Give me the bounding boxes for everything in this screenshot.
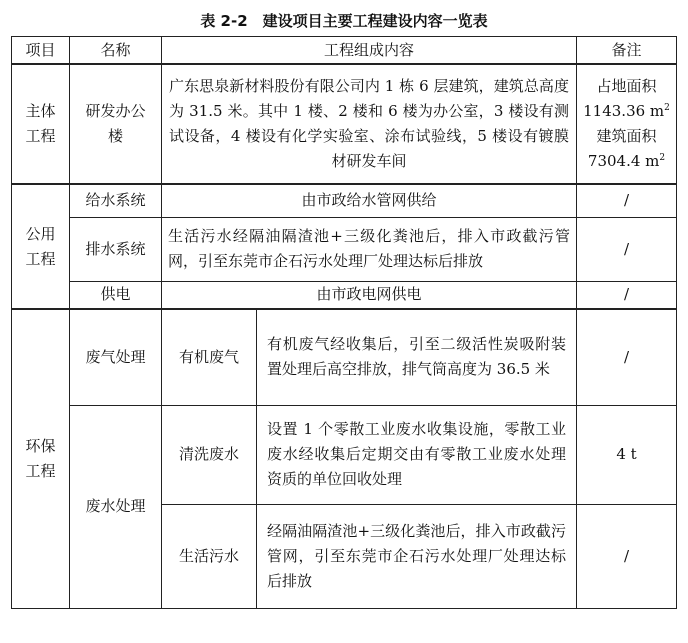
content-cell: 由市政电网供电 [162,281,577,309]
note-cell [577,64,677,184]
sub-name-cell: 有机废气 [162,309,257,405]
category-public: 公用工程 [12,184,70,309]
note-cell: / [577,281,677,309]
header-name: 名称 [70,37,162,65]
header-content: 工程组成内容 [162,37,577,65]
project-table [11,36,677,609]
note-cell: / [577,309,677,405]
header-row [12,37,677,65]
content-cell: 设置 1 个零散工业废水收集设施，零散工业废水经收集后定期交由有零散工业废水处理资质的单位回收处理 [257,405,577,504]
name-cell: 供电 [70,281,162,309]
content-cell: 生活污水经隔油隔渣池+三级化粪池后，排入市政截污管网，引至东莞市企石污水处理厂处理达标后排放 [162,217,577,281]
category-env: 环保工程 [12,309,70,608]
table-row [12,405,677,504]
note-build-value: 7304.4 $m^2$ [587,152,666,170]
header-category: 项目 [12,37,70,65]
table-caption: 表 2-2 建设项目主要工程建设内容一览表 [200,12,488,30]
content-cell: 由市政给水管网供给 [162,184,577,217]
name-cell: 研发办公楼 [70,64,162,184]
table-row [12,309,677,405]
table-row [12,184,677,217]
note-cell: 4 t [577,405,677,504]
table-row [12,217,677,281]
category-main: 主体工程 [12,64,70,184]
note-cell: / [577,504,677,608]
note-cell: / [577,184,677,217]
table-row [12,64,677,184]
sub-name-cell: 清洗废水 [162,405,257,504]
content-cell: 广东思泉新材料股份有限公司内 1 栋 6 层建筑，建筑总高度为 31.5 米。其中 1 楼、2 楼和 6 楼为办公室，3 楼设有测试设备，4 楼设有化学实验室、涂布试验线，5 楼设有镀膜材研发车间 [162,64,577,184]
table-row [12,281,677,309]
header-note: 备注 [577,37,677,65]
note-area-value: 1143.36 $m^2$ [583,102,670,120]
note-build-label: 建筑面积 [596,127,657,145]
name-cell: 废水处理 [70,405,162,608]
sub-name-cell: 生活污水 [162,504,257,608]
note-area-label: 占地面积 [596,77,657,95]
name-cell: 排水系统 [70,217,162,281]
name-cell: 给水系统 [70,184,162,217]
name-cell: 废气处理 [70,309,162,405]
content-cell: 有机废气经收集后，引至二级活性炭吸附装置处理后高空排放，排气筒高度为 36.5 米 [257,309,577,405]
note-cell: / [577,217,677,281]
content-cell: 经隔油隔渣池+三级化粪池后，排入市政截污管网，引至东莞市企石污水处理厂处理达标后排放 [257,504,577,608]
